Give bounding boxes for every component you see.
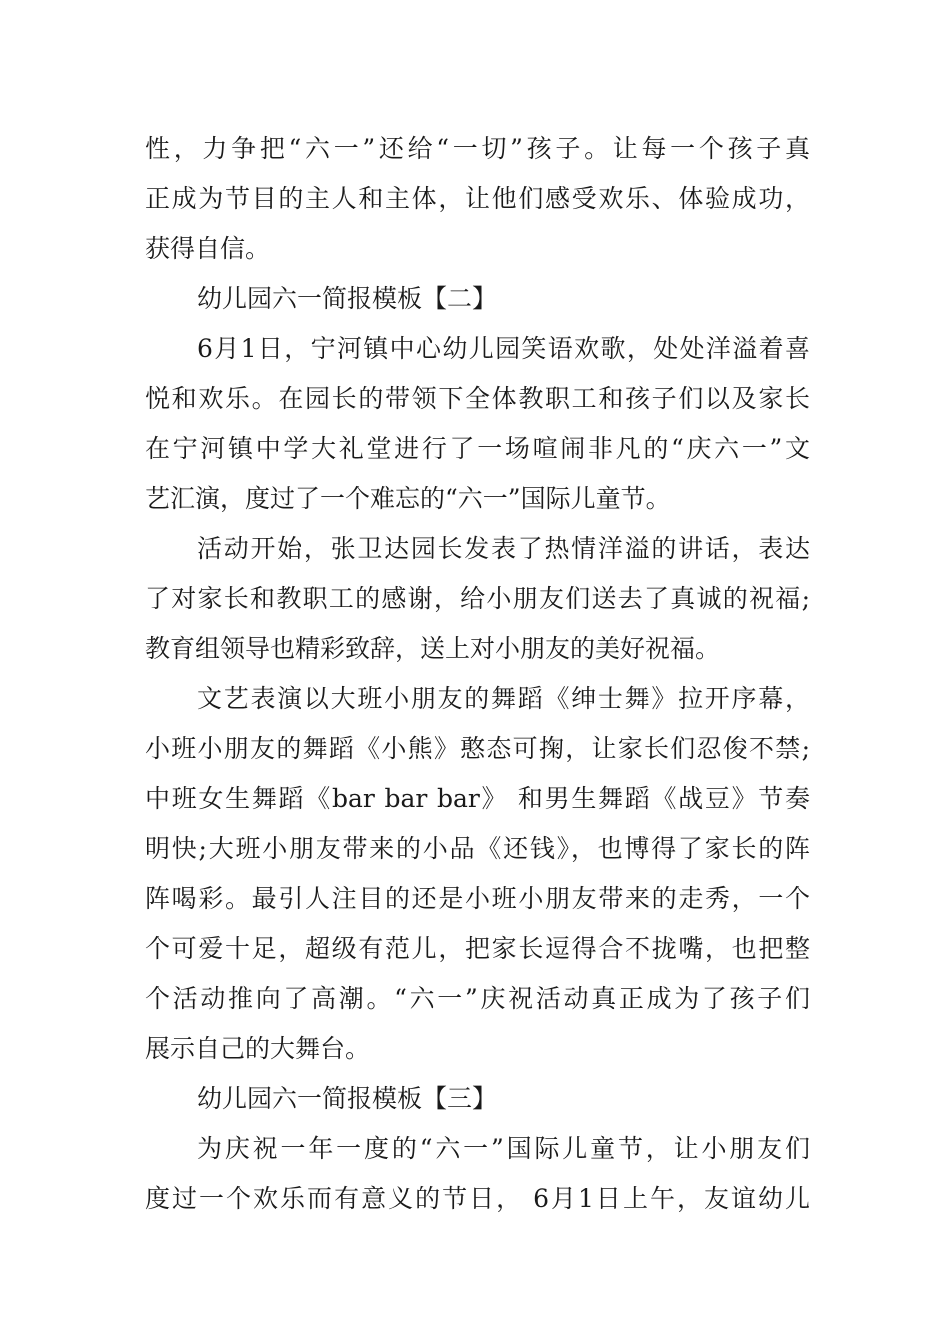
- paragraph-line: 度过一个欢乐而有意义的节日， 6月1日上午，友谊幼儿: [145, 1184, 810, 1213]
- paragraph-line: 文艺表演以大班小朋友的舞蹈《绅士舞》拉开序幕，: [197, 684, 810, 713]
- paragraph-line: 为庆祝一年一度的“六一”国际儿童节，让小朋友们: [197, 1134, 810, 1163]
- paragraph-line: 6月1日，宁河镇中心幼儿园笑语欢歌，处处洋溢着喜: [197, 334, 810, 363]
- paragraph-line: 艺汇演，度过了一个难忘的“六一”国际儿童节。: [145, 484, 671, 513]
- paragraph-line: 个可爱十足，超级有范儿，把家长逗得合不拢嘴，也把整: [145, 934, 810, 963]
- paragraph-line: 教育组领导也精彩致辞，送上对小朋友的美好祝福。: [145, 634, 721, 663]
- paragraph-line: 悦和欢乐。在园长的带领下全体教职工和孩子们以及家长: [145, 384, 810, 413]
- paragraph-line: 获得自信。: [145, 234, 271, 263]
- section-heading: 幼儿园六一简报模板【三】: [197, 1084, 498, 1113]
- paragraph-line: 展示自己的大舞台。: [145, 1034, 371, 1063]
- paragraph-line: 明快;大班小朋友带来的小品《还钱》，也博得了家长的阵: [145, 834, 810, 863]
- paragraph-line: 中班女生舞蹈《bar bar bar》 和男生舞蹈《战豆》节奏: [145, 784, 810, 813]
- paragraph-line: 了对家长和教职工的感谢，给小朋友们送去了真诚的祝福;: [145, 584, 810, 613]
- paragraph-line: 小班小朋友的舞蹈《小熊》憨态可掬，让家长们忍俊不禁;: [145, 734, 810, 763]
- document-body: [145, 124, 810, 1224]
- paragraph-line: 活动开始，张卫达园长发表了热情洋溢的讲话，表达: [197, 534, 810, 563]
- paragraph-line: 性，力争把“六一”还给“一切”孩子。让每一个孩子真: [145, 134, 810, 163]
- paragraph-line: 在宁河镇中学大礼堂进行了一场喧闹非凡的“庆六一”文: [145, 434, 810, 463]
- paragraph-line: 个活动推向了高潮。“六一”庆祝活动真正成为了孩子们: [145, 984, 810, 1013]
- section-heading: 幼儿园六一简报模板【二】: [197, 284, 498, 313]
- paragraph-line: 正成为节目的主人和主体，让他们感受欢乐、体验成功，: [145, 184, 810, 213]
- paragraph-line: 阵喝彩。最引人注目的还是小班小朋友带来的走秀，一个: [145, 884, 810, 913]
